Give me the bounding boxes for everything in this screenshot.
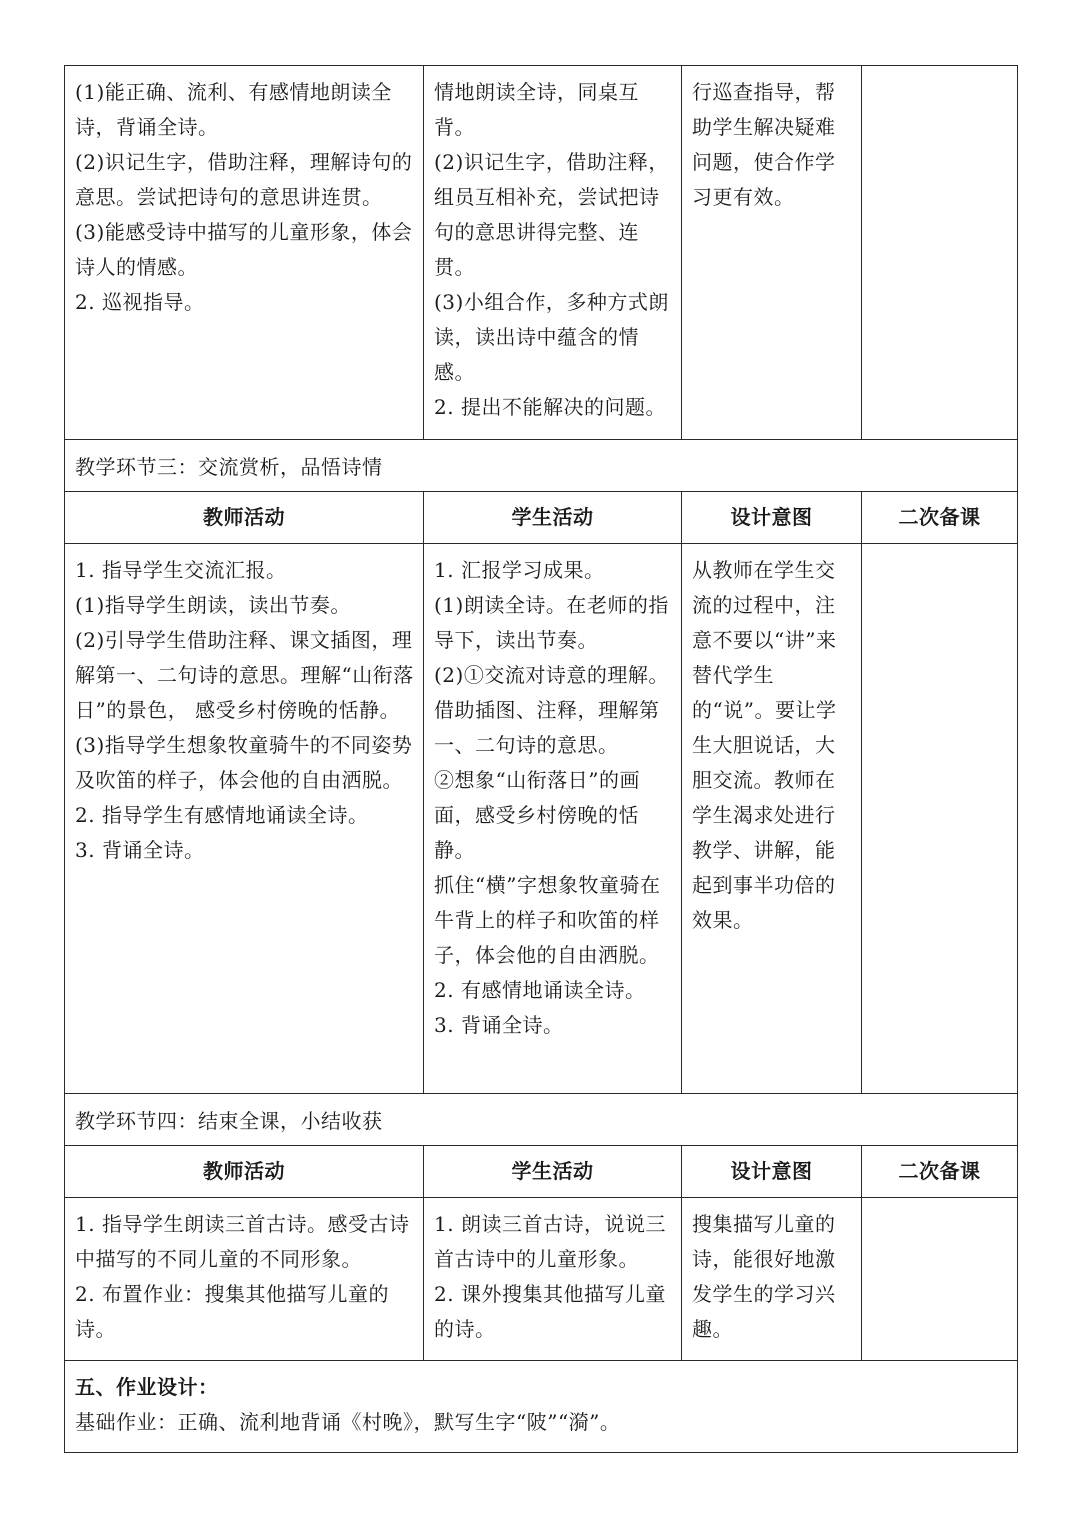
cell-text: 1. 指导学生交流汇报。: [75, 558, 287, 582]
teacher-activity-cell: [65, 1198, 424, 1361]
table-row: [65, 66, 1018, 440]
cell-text: (1)朗读全诗。在老师的指导下，读出节奏。: [434, 593, 669, 652]
cell-text: 2. 有感情地诵读全诗。: [434, 978, 646, 1002]
design-intent-cell: [682, 544, 862, 1094]
table-row: [65, 544, 1018, 1094]
cell-text: 2. 指导学生有感情地诵读全诗。: [75, 803, 369, 827]
cell-text: (3)小组合作，多种方式朗读，读出诗中蕴含的情感。: [434, 290, 669, 384]
cell-text: ②想象“山衔落日”的画面，感受乡村傍晚的恬静。: [434, 768, 640, 862]
cell-text: 情地朗读全诗，同桌互背。: [434, 80, 639, 139]
cell-text: 搜集描写儿童的诗，能很好地激发学生的学习兴趣。: [692, 1212, 836, 1341]
homework-title: 五、作业设计：: [75, 1375, 219, 1399]
design-intent-cell: [682, 1198, 862, 1361]
homework-cell: [65, 1361, 1018, 1453]
cell-text: (3)指导学生想象牧童骑牛的不同姿势及吹笛的样子，体会他的自由洒脱。: [75, 733, 413, 792]
header-design-intent: 设计意图: [682, 492, 862, 544]
table-row: [65, 1198, 1018, 1361]
cell-text: (1)能正确、流利、有感情地朗读全诗，背诵全诗。: [75, 80, 392, 139]
second-prep-cell: [862, 544, 1018, 1094]
teacher-activity-cell: [65, 66, 424, 440]
section-title: 教学环节四：结束全课，小结收获: [65, 1094, 1018, 1146]
cell-text: (2)引导学生借助注释、课文插图，理解第一、二句诗的意思。理解“山衔落日”的景色， 感受乡村傍晚的恬静。: [75, 628, 414, 722]
cell-text: 1. 朗读三首古诗，说说三首古诗中的儿童形象。: [434, 1212, 666, 1271]
header-student-activity: 学生活动: [424, 492, 682, 544]
header-second-prep: 二次备课: [862, 1146, 1018, 1198]
homework-row: [65, 1361, 1018, 1453]
cell-text: 行巡查指导，帮助学生解决疑难问题，使合作学习更有效。: [692, 80, 836, 209]
homework-basic: 基础作业：正确、流利地背诵《村晚》，默写生字“陂”“漪”。: [75, 1410, 621, 1434]
section-title-row: [65, 440, 1018, 492]
column-header-row: [65, 1146, 1018, 1198]
section-title: 教学环节三：交流赏析，品悟诗情: [65, 440, 1018, 492]
cell-text: (2)①交流对诗意的理解。借助插图、注释，理解第一、二句诗的意思。: [434, 663, 669, 757]
header-teacher-activity: 教师活动: [65, 1146, 424, 1198]
header-second-prep: 二次备课: [862, 492, 1018, 544]
second-prep-cell: [862, 66, 1018, 440]
header-design-intent: 设计意图: [682, 1146, 862, 1198]
design-intent-cell: [682, 66, 862, 440]
section-title-row: [65, 1094, 1018, 1146]
cell-text: 2. 提出不能解决的问题。: [434, 395, 666, 419]
lesson-plan-table: [64, 65, 1018, 1453]
student-activity-cell: [424, 1198, 682, 1361]
cell-text: (2)识记生字，借助注释，组员互相补充，尝试把诗句的意思讲得完整、连贯。: [434, 150, 669, 279]
cell-text: 3. 背诵全诗。: [434, 1013, 564, 1037]
student-activity-cell: [424, 544, 682, 1094]
cell-text: 2. 巡视指导。: [75, 290, 205, 314]
cell-text: 1. 汇报学习成果。: [434, 558, 605, 582]
cell-text: 2. 布置作业：搜集其他描写儿童的诗。: [75, 1282, 389, 1341]
cell-text: 从教师在学生交流的过程中，注意不要以“讲”来替代学生的“说”。要让学生大胆说话，大胆交流。教师在学生渴求处进行教学、讲解，能起到事半功倍的效果。: [692, 558, 837, 932]
cell-text: 3. 背诵全诗。: [75, 838, 205, 862]
header-teacher-activity: 教师活动: [65, 492, 424, 544]
cell-text: (3)能感受诗中描写的儿童形象，体会诗人的情感。: [75, 220, 413, 279]
cell-text: 1. 指导学生朗读三首古诗。感受古诗中描写的不同儿童的不同形象。: [75, 1212, 410, 1271]
cell-text: 抓住“横”字想象牧童骑在牛背上的样子和吹笛的样子，体会他的自由洒脱。: [434, 873, 661, 967]
second-prep-cell: [862, 1198, 1018, 1361]
cell-text: (2)识记生字，借助注释，理解诗句的意思。尝试把诗句的意思讲连贯。: [75, 150, 413, 209]
teacher-activity-cell: [65, 544, 424, 1094]
student-activity-cell: [424, 66, 682, 440]
header-student-activity: 学生活动: [424, 1146, 682, 1198]
cell-text: 2. 课外搜集其他描写儿童的诗。: [434, 1282, 666, 1341]
cell-text: (1)指导学生朗读，读出节奏。: [75, 593, 351, 617]
column-header-row: [65, 492, 1018, 544]
